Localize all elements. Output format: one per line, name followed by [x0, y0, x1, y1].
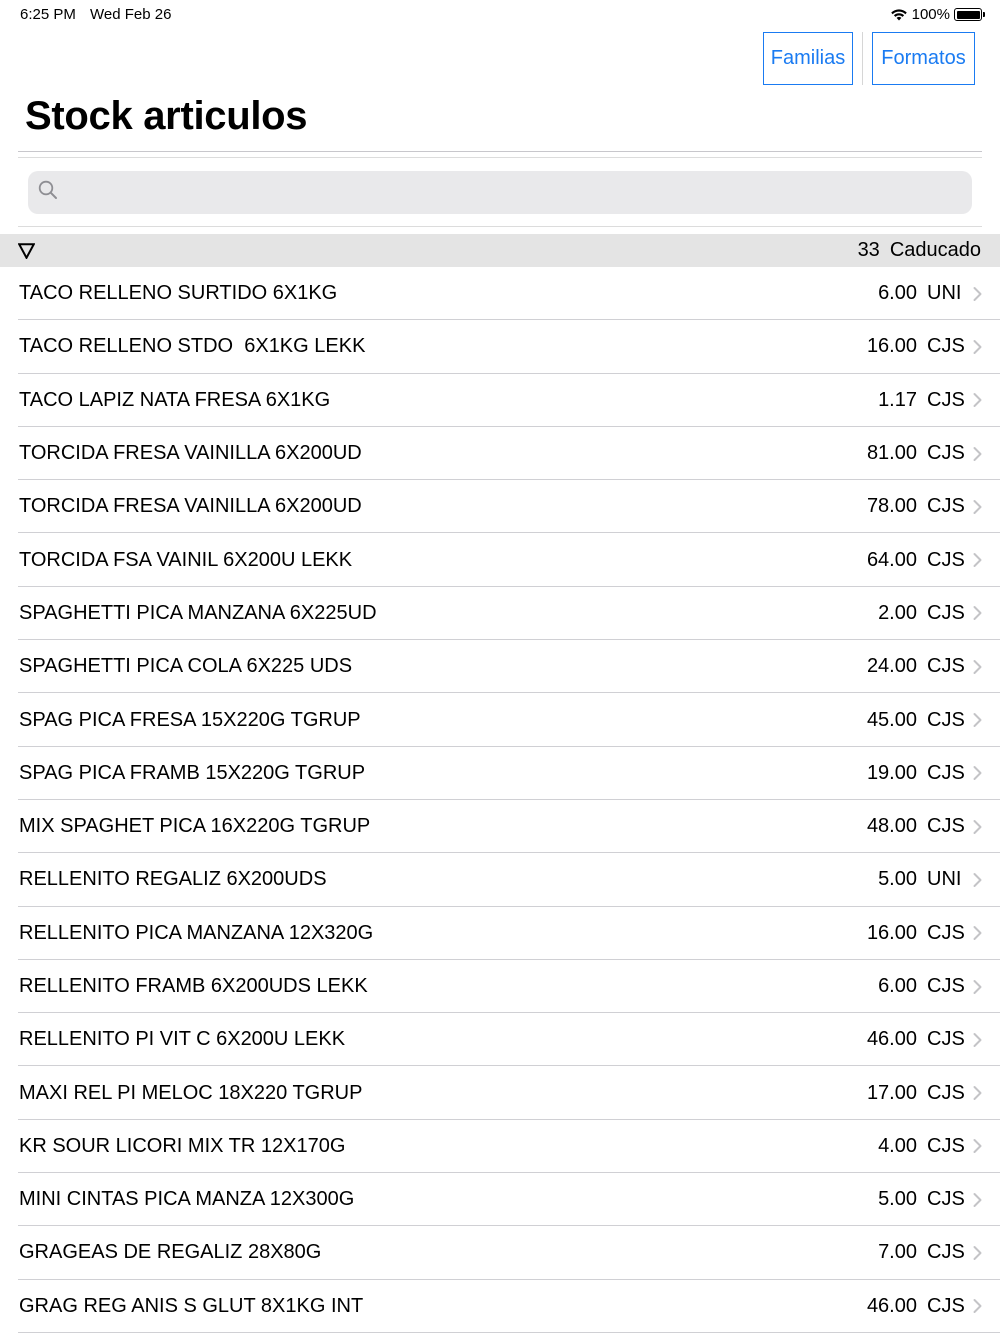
item-name: KR SOUR LICORI MIX TR 12X170G [19, 1134, 346, 1157]
chevron-right-icon [973, 872, 982, 887]
wifi-icon [890, 8, 908, 21]
chevron-right-icon [973, 926, 982, 941]
item-name: RELLENITO REGALIZ 6X200UDS [19, 868, 327, 891]
chevron-right-icon [973, 446, 982, 461]
list-item[interactable] [0, 267, 1000, 320]
item-name: TACO RELLENO SURTIDO 6X1KG [19, 282, 338, 305]
item-name: SPAG PICA FRESA 15X220G TGRUP [19, 708, 361, 731]
item-unit: CJS [927, 442, 965, 465]
item-quantity: 1.17 [878, 388, 917, 411]
list-item[interactable] [0, 533, 1000, 586]
divider [18, 151, 982, 152]
item-unit: CJS [927, 1188, 965, 1211]
chevron-right-icon [973, 606, 982, 621]
chevron-right-icon [973, 979, 982, 994]
chevron-right-icon [973, 1086, 982, 1101]
list-item[interactable] [0, 1013, 1000, 1066]
list-item[interactable] [0, 1280, 1000, 1333]
item-quantity: 81.00 [866, 442, 917, 465]
item-name: MINI CINTAS PICA MANZA 12X300G [19, 1188, 355, 1211]
search-input[interactable] [58, 170, 972, 215]
list-item[interactable] [0, 853, 1000, 906]
list-item[interactable] [0, 640, 1000, 693]
list-item[interactable] [0, 800, 1000, 853]
item-name: SPAGHETTI PICA COLA 6X225 UDS [19, 655, 353, 678]
chevron-right-icon [973, 1299, 982, 1314]
chevron-right-icon [973, 393, 982, 408]
list-item[interactable] [0, 587, 1000, 640]
item-unit: CJS [927, 495, 965, 518]
item-unit: CJS [927, 1134, 965, 1157]
item-quantity: 16.00 [866, 335, 917, 358]
chevron-right-icon [973, 286, 982, 301]
item-quantity: 24.00 [866, 655, 917, 678]
item-quantity: 45.00 [866, 708, 917, 731]
item-unit: CJS [927, 601, 965, 624]
item-quantity: 64.00 [866, 548, 917, 571]
list-item[interactable] [0, 480, 1000, 533]
item-quantity: 17.00 [866, 1081, 917, 1104]
item-name: RELLENITO FRAMB 6X200UDS LEKK [19, 975, 368, 997]
list-item[interactable] [0, 960, 1000, 1013]
item-name: RELLENITO PI VIT C 6X200U LEKK [19, 1028, 346, 1051]
chevron-right-icon [973, 713, 982, 728]
chevron-right-icon [973, 1192, 982, 1207]
chevron-right-icon [973, 659, 982, 674]
list-item[interactable] [0, 374, 1000, 427]
list-item[interactable] [0, 1226, 1000, 1279]
list-item[interactable] [0, 1066, 1000, 1119]
item-quantity: 46.00 [866, 1028, 917, 1051]
list-item[interactable] [0, 1173, 1000, 1226]
item-unit: CJS [927, 1028, 965, 1051]
list-item[interactable] [0, 427, 1000, 480]
item-quantity: 48.00 [866, 815, 917, 838]
item-unit: CJS [927, 761, 965, 784]
status-date: Wed Feb 26 [90, 6, 172, 23]
item-name: TORCIDA FRESA VAINILLA 6X200UD [19, 442, 362, 465]
familias-button[interactable]: Familias [763, 32, 853, 85]
section-label: Caducado [889, 239, 981, 261]
chevron-right-icon [973, 499, 982, 514]
section-header [0, 234, 1000, 267]
item-unit: CJS [927, 975, 965, 997]
item-name: TORCIDA FRESA VAINILLA 6X200UD [19, 495, 362, 518]
battery-percent: 100% [911, 6, 950, 23]
item-name: GRAGEAS DE REGALIZ 28X80G [19, 1241, 322, 1264]
nav-buttons [763, 32, 975, 85]
item-unit: CJS [927, 1241, 965, 1264]
chevron-right-icon [973, 553, 982, 568]
item-name: TACO RELLENO STDO 6X1KG LEKK [19, 335, 366, 358]
item-quantity: 6.00 [878, 975, 917, 997]
formatos-button[interactable]: Formatos [872, 32, 975, 85]
item-quantity: 19.00 [866, 761, 917, 784]
status-time: 6:25 PM [20, 6, 76, 23]
item-name: TORCIDA FSA VAINIL 6X200U LEKK [19, 548, 353, 571]
item-unit: CJS [927, 335, 965, 358]
item-name: SPAGHETTI PICA MANZANA 6X225UD [19, 601, 377, 624]
item-name: SPAG PICA FRAMB 15X220G TGRUP [19, 761, 366, 784]
page-title: Stock articulos [25, 94, 308, 138]
item-name: TACO LAPIZ NATA FRESA 6X1KG [19, 388, 331, 411]
item-unit: CJS [927, 815, 965, 838]
item-name: MAXI REL PI MELOC 18X220 TGRUP [19, 1081, 363, 1104]
item-quantity: 46.00 [866, 1294, 917, 1317]
list-item[interactable] [0, 747, 1000, 800]
status-indicators [890, 6, 982, 23]
list-item[interactable] [0, 1120, 1000, 1173]
item-unit: UNI [927, 868, 962, 891]
section-count: 33 [857, 239, 880, 261]
list-item[interactable] [0, 907, 1000, 960]
chevron-right-icon [973, 1139, 982, 1154]
item-name: MIX SPAGHET PICA 16X220G TGRUP [19, 815, 371, 838]
item-quantity: 2.00 [878, 601, 917, 624]
chevron-right-icon [973, 819, 982, 834]
item-name: GRAG REG ANIS S GLUT 8X1KG INT [19, 1294, 364, 1317]
item-unit: CJS [927, 548, 965, 571]
item-quantity: 78.00 [866, 495, 917, 518]
item-quantity: 7.00 [878, 1241, 917, 1264]
item-quantity: 5.00 [878, 868, 917, 891]
divider [18, 226, 982, 227]
item-unit: CJS [927, 921, 965, 944]
item-quantity: 4.00 [878, 1134, 917, 1157]
item-unit: UNI [927, 282, 962, 305]
chevron-right-icon [973, 1245, 982, 1260]
item-unit: CJS [927, 1081, 965, 1104]
item-unit: CJS [927, 388, 965, 411]
list-item[interactable] [0, 320, 1000, 373]
chevron-right-icon [973, 339, 982, 354]
item-unit: CJS [927, 655, 965, 678]
list-item[interactable] [0, 693, 1000, 746]
section-summary [858, 239, 981, 262]
item-quantity: 16.00 [866, 921, 917, 944]
item-unit: CJS [927, 708, 965, 731]
stock-list [0, 267, 1000, 1333]
chevron-right-icon [973, 766, 982, 781]
search-icon [38, 180, 58, 205]
item-unit: CJS [927, 1294, 965, 1317]
chevron-right-icon [973, 1032, 982, 1047]
divider [18, 157, 982, 158]
item-quantity: 6.00 [878, 282, 917, 305]
item-quantity: 5.00 [878, 1188, 917, 1211]
filter-triangle-icon[interactable] [18, 243, 35, 259]
search-bar[interactable] [28, 171, 972, 214]
item-name: RELLENITO PICA MANZANA 12X320G [19, 921, 374, 944]
battery-icon [954, 8, 982, 21]
status-bar [0, 0, 1000, 30]
nav-divider [862, 32, 863, 85]
